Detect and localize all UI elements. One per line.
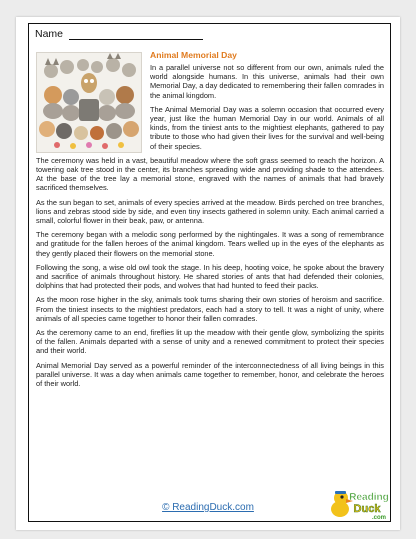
logo-suffix: .com [371, 515, 387, 521]
reading-duck-logo [329, 487, 393, 521]
story-paragraph: The ceremony was held in a vast, beautiful meadow where the soft grass seemed to reach the horizon. A towering oak tree stood in the center, its branches spreading wide and providing shade to the attendees. At the base of the tree lay a memorial stone, engraved with the names of animals that had bravely sacrificed themselves. [36, 155, 384, 193]
animals-gathering-illustration [37, 53, 141, 152]
story-paragraph: In a parallel universe not so different from our own, animals ruled the world alongside humans. In this universe, animals had their own Memorial Day, a day dedicated to remembering their fallen comrades in the animal kingdom. [150, 63, 384, 100]
logo-word-duck: Duck [353, 503, 381, 515]
name-row [35, 28, 203, 40]
story-paragraph: The Animal Memorial Day was a solemn occasion that occurred every year, just like the human Memorial Day in our world. Animals of all kinds, from the tiniest ants to the mightiest elephants, gathered to pay tribute to those who had given their lives for the survival and well-being of their species. [150, 104, 384, 151]
story-paragraph: Animal Memorial Day served as a powerful reminder of the interconnectedness of all living beings in this parallel universe. It was a day when animals came together to remember, honor, and celebrate the heroes of their world. [36, 360, 384, 389]
story-illustration [36, 52, 142, 153]
name-label: Name [35, 28, 64, 40]
story-title: Animal Memorial Day [150, 50, 237, 60]
story-paragraph: As the ceremony came to an end, fireflies lit up the meadow with their gentle glow, symbolizing the spirits of the fallen. Animals departed with a sense of unity and a renewed commitment to protect their species and their world. [36, 328, 384, 356]
name-field-line[interactable] [69, 29, 203, 40]
footer-copyright-link[interactable]: © ReadingDuck.com [162, 502, 254, 513]
story-paragraph: Following the song, a wise old owl took the stage. In his deep, hooting voice, he spoke about the bravery and sacrifice of animals throughout history. He shared stories of ants that had defended their colonies, dolphins that had protected their pods, and wolves that had hunted to feed their packs. [36, 262, 384, 291]
logo-word-reading: Reading [349, 492, 389, 503]
story-paragraph: As the moon rose higher in the sky, animals took turns sharing their own stories of heroism and sacrifice. From the tiniest insects to the mightiest predators, each had a story to tell. It was a night of unity, where animals of all species came together to honor their fallen comrades. [36, 295, 384, 323]
story-paragraph: The ceremony began with a melodic song performed by the nightingales. It was a song of remembrance and gratitude for the fallen heroes of the animal kingdom. Tears welled up in the eyes of the elephants as they gently placed their flowers on the memorial stone. [36, 230, 384, 258]
story-body [36, 50, 384, 393]
story-paragraph: As the sun began to set, animals of every species arrived at the meadow. Birds perched on tree branches, lions and zebras stood side by side, and even tiny insects gathered in solemn unity. Each animal carried a small, colorful flower in their beak, paw, or antenna. [36, 197, 384, 226]
